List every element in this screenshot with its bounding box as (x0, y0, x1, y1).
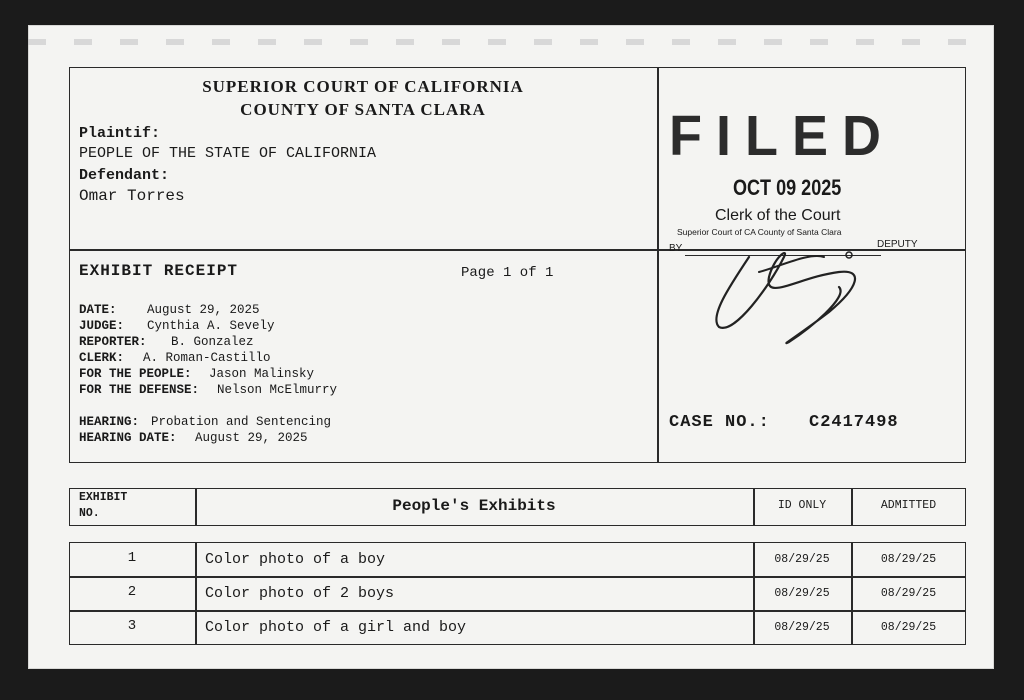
date-value: August 29, 2025 (147, 303, 260, 317)
court-county: COUNTY OF SANTA CLARA (240, 100, 486, 119)
reporter-label: REPORTER: (79, 335, 147, 349)
defendant-name: Omar Torres (79, 187, 185, 205)
table-row-2-desc: Color photo of 2 boys (205, 585, 395, 602)
col-admitted: ADMITTED (880, 499, 937, 512)
table-row-1-desc: Color photo of a boy (205, 551, 386, 568)
court-name: SUPERIOR COURT OF CALIFORNIA (202, 77, 524, 96)
signature-scribble (689, 217, 879, 357)
table-row-3-id: 08/29/25 (774, 621, 830, 634)
judge-value: Cynthia A. Sevely (147, 319, 275, 333)
reporter-value: B. Gonzalez (171, 335, 254, 349)
table-row-3-desc: Color photo of a girl and boy (205, 619, 467, 636)
case-no-label: CASE NO.: (669, 413, 770, 432)
page-indicator: Page 1 of 1 (461, 265, 554, 281)
col-id-only: ID ONLY (777, 499, 827, 512)
body-col-divider-1 (195, 542, 197, 645)
plaintiff-name: PEOPLE OF THE STATE OF CALIFORNIA (79, 145, 377, 162)
document-page (28, 25, 994, 669)
table-row-2-no: 2 (127, 584, 137, 600)
table-row-1-admitted: 08/29/25 (880, 553, 937, 566)
stamp-deputy: DEPUTY (877, 239, 918, 250)
clerk-of-court: Clerk of the Court (715, 207, 841, 224)
col-peoples-exhibits: People's Exhibits (392, 497, 556, 515)
table-row-2-id: 08/29/25 (774, 587, 830, 600)
plaintiff-label: Plaintif: (79, 125, 161, 142)
receipt-title: EXHIBIT RECEIPT (79, 262, 239, 280)
stamp-by: BY (669, 243, 683, 254)
table-row-1-no: 1 (127, 550, 137, 566)
stamp-court-line: Superior Court of CA County of Santa Clara (677, 227, 842, 237)
row-divider-2 (69, 610, 966, 612)
judge-label: JUDGE: (79, 319, 125, 333)
hearing-label: HEARING: (79, 415, 140, 429)
date-label: DATE: (79, 303, 117, 317)
col-exhibit-no-1: EXHIBIT (79, 491, 128, 504)
for-defense-value: Nelson McElmurry (217, 383, 338, 397)
for-people-label: FOR THE PEOPLE: (79, 367, 192, 381)
table-row-1-id: 08/29/25 (774, 553, 830, 566)
filed-date: OCT 09 2025 (733, 175, 842, 200)
clerk-value: A. Roman-Castillo (143, 351, 271, 365)
row-divider-1 (69, 576, 966, 578)
table-row-3-admitted: 08/29/25 (880, 621, 937, 634)
table-row-2-admitted: 08/29/25 (880, 587, 937, 600)
for-defense-label: FOR THE DEFENSE: (79, 383, 200, 397)
table-row-3-no: 3 (127, 618, 137, 634)
header-divider (657, 67, 659, 463)
for-people-value: Jason Malinsky (209, 367, 315, 381)
hearing-date-label: HEARING DATE: (79, 431, 177, 445)
hearing-value: Probation and Sentencing (151, 415, 332, 429)
case-no-value: C2417498 (809, 413, 899, 432)
filed-stamp-text: FILED (669, 104, 895, 168)
exhibit-receipt-form (69, 67, 966, 636)
defendant-label: Defendant: (79, 167, 170, 184)
clerk-label: CLERK: (79, 351, 125, 365)
hearing-date-value: August 29, 2025 (195, 431, 308, 445)
col-exhibit-no-2: NO. (79, 507, 100, 520)
scan-artifact (28, 39, 994, 45)
